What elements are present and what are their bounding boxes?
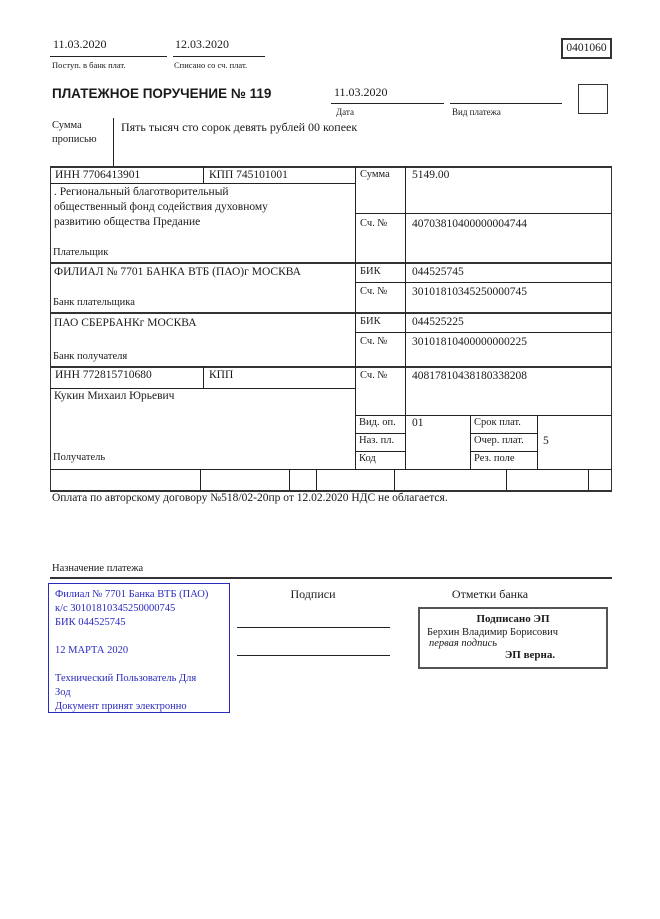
payee-name: Кукин Михаил Юрьевич	[54, 390, 175, 402]
payee-inn: ИНН 772815710680	[55, 369, 152, 381]
grid-line	[506, 469, 507, 490]
purpose-text: Оплата по авторскому договору №518/02-20пр от 12.02.2020 НДС не облагается.	[52, 492, 448, 504]
grid-line	[355, 415, 612, 416]
payer-bank-bik: 044525745	[412, 266, 464, 278]
grid-line	[588, 469, 589, 490]
signature-line	[237, 655, 390, 656]
bank-stamp	[48, 583, 230, 713]
ep-signer-name: Берхин Владимир Борисович	[427, 627, 558, 638]
grid-line	[203, 366, 204, 388]
stamp-line: Филиал № 7701 Банка ВТБ (ПАО)	[55, 589, 209, 600]
payer-bank-account: 30101810345250000745	[412, 286, 527, 298]
received-date: 11.03.2020	[53, 37, 107, 51]
ep-verified-text: ЭП верна.	[504, 649, 556, 661]
stamp-line: БИК 044525745	[55, 617, 126, 628]
amount-in-words: Пять тысяч сто сорок девять рублей 00 копеек	[121, 120, 358, 134]
payee-bank-label: Банк получателя	[53, 351, 128, 362]
payment-type-box	[578, 84, 608, 114]
stamp-line: Зод	[55, 687, 71, 698]
ocher-plat-value: 5	[543, 435, 549, 447]
payee-bank-bik-label: БИК	[360, 316, 381, 327]
grid-line	[316, 469, 317, 490]
payer-bank-bik-label: БИК	[360, 266, 381, 277]
payee-kpp: КПП	[209, 369, 234, 381]
grid-line	[394, 469, 395, 490]
stamp-line: к/с 30101810345250000745	[55, 603, 176, 614]
divider	[113, 118, 114, 166]
kod-label: Код	[359, 453, 376, 464]
payer-bank-account-label: Сч. №	[360, 286, 388, 297]
grid-line	[355, 433, 406, 434]
grid-line	[200, 469, 201, 490]
vid-op-label: Вид. оп.	[359, 417, 396, 428]
ocher-plat-label: Очер. плат.	[474, 435, 524, 446]
payee-label: Получатель	[53, 452, 106, 463]
divider	[50, 577, 612, 579]
amount-words-label-1: Сумма	[52, 120, 82, 131]
electronic-signature-stamp	[418, 607, 608, 669]
grid-line	[50, 388, 355, 389]
naz-pl-label: Наз. пл.	[359, 435, 395, 446]
stamp-line	[55, 630, 223, 644]
payer-inn: ИНН 7706413901	[55, 169, 141, 181]
grid-line	[355, 282, 612, 283]
divider	[50, 56, 167, 57]
grid-line	[203, 166, 204, 183]
grid-line	[50, 366, 612, 368]
payer-name-line2: общественный фонд содействия духовному	[54, 201, 268, 213]
payer-bank-label: Банк плательщика	[53, 297, 135, 308]
form-code-badge: 0401060	[561, 38, 612, 59]
grid-line	[355, 332, 612, 333]
vid-op-value: 01	[412, 417, 424, 429]
received-label: Поступ. в банк плат.	[52, 60, 126, 70]
date-label: Дата	[336, 107, 354, 117]
debited-label: Списано со сч. плат.	[174, 60, 248, 70]
payee-bank-bik: 044525225	[412, 316, 464, 328]
grid-line	[355, 213, 612, 214]
rez-pole-label: Рез. поле	[474, 453, 515, 464]
payment-type-label: Вид платежа	[452, 107, 501, 117]
payee-bank-name: ПАО СБЕРБАНКг МОСКВА	[54, 317, 197, 329]
payee-account-label: Сч. №	[360, 370, 388, 381]
payer-kpp: КПП 745101001	[209, 169, 288, 181]
debited-date: 12.03.2020	[175, 37, 229, 51]
ep-title: Подписано ЭП	[476, 613, 550, 625]
sum-label: Сумма	[360, 169, 390, 180]
purpose-label: Назначение платежа	[52, 563, 144, 574]
main-table-border	[50, 166, 612, 492]
grid-line	[470, 451, 537, 452]
grid-line	[289, 469, 290, 490]
grid-line	[50, 262, 612, 264]
stamp-line: Документ принят электронно	[55, 701, 187, 712]
signature-line	[237, 627, 390, 628]
ep-signature-type: первая подпись	[429, 638, 498, 649]
divider	[331, 103, 444, 104]
payee-bank-account-label: Сч. №	[360, 336, 388, 347]
payer-account-label: Сч. №	[360, 218, 388, 229]
document-title: ПЛАТЕЖНОЕ ПОРУЧЕНИЕ № 119	[52, 86, 272, 101]
payee-account: 40817810438180338208	[412, 370, 527, 382]
grid-line	[355, 451, 406, 452]
amount-words-label-2: прописью	[52, 134, 97, 145]
document-date: 11.03.2020	[334, 85, 388, 99]
grid-line	[50, 183, 355, 184]
payer-account: 40703810400000004744	[412, 218, 527, 230]
signatures-label: Подписи	[290, 587, 336, 601]
grid-line	[50, 312, 612, 314]
bank-marks-label: Отметки банка	[451, 587, 529, 601]
payee-bank-account: 30101810400000000225	[412, 336, 527, 348]
grid-line	[470, 415, 471, 469]
divider	[173, 56, 265, 57]
payer-name-line3: развитию общества Предание	[54, 216, 201, 228]
payer-label: Плательщик	[53, 247, 109, 258]
grid-line	[537, 415, 538, 469]
grid-line	[355, 166, 356, 469]
payer-bank-name: ФИЛИАЛ № 7701 БАНКА ВТБ (ПАО)г МОСКВА	[54, 266, 301, 278]
payer-name-line1: . Региональный благотворительный	[54, 186, 229, 198]
sum-value: 5149.00	[412, 169, 450, 181]
divider	[450, 103, 562, 104]
stamp-line	[55, 658, 223, 672]
stamp-line: 12 МАРТА 2020	[55, 645, 129, 656]
stamp-line: Технический Пользователь Для	[55, 673, 197, 684]
srok-plat-label: Срок плат.	[474, 417, 521, 428]
grid-line	[50, 469, 612, 470]
grid-line	[470, 433, 537, 434]
grid-line	[405, 166, 406, 469]
